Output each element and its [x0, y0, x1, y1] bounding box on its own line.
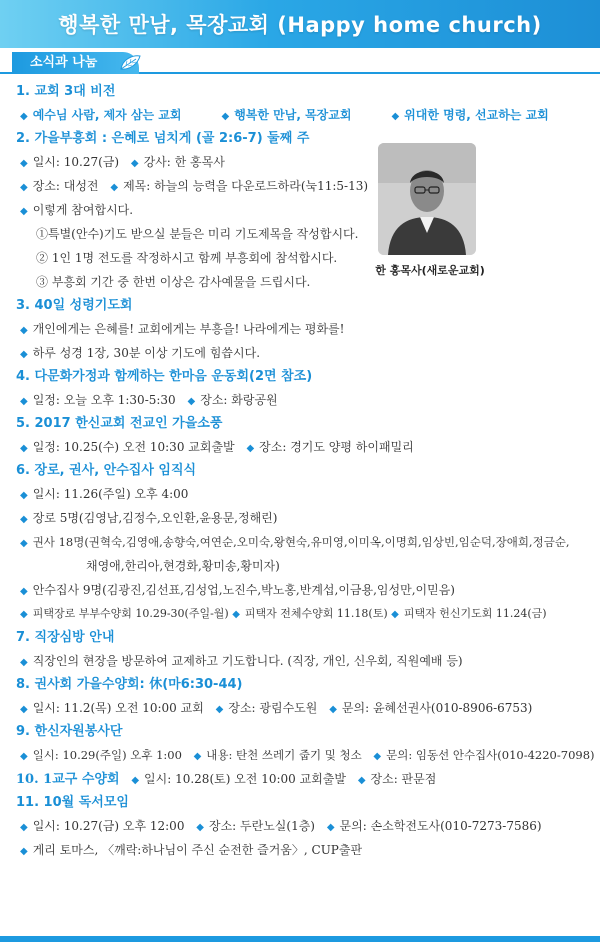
diamond-icon: ◆	[329, 704, 337, 715]
diamond-icon: ◆	[130, 158, 139, 169]
section-heading: 5. 2017 한신교회 전교인 가을소풍	[16, 416, 223, 431]
section-heading: 6. 장로, 권사, 안수집사 임직식	[16, 463, 197, 478]
prayer-motto: 개인에게는 은혜를! 교회에게는 부흥을! 나라에게는 평화를!	[32, 322, 345, 336]
list-item-continued: 채영애,한리아,현경화,황미송,황미자)	[86, 559, 280, 573]
diamond-icon: ◆	[20, 846, 28, 857]
section-heading: 3. 40일 성령기도회	[16, 298, 133, 313]
diamond-icon: ◆	[193, 751, 202, 762]
retreat-couples: 피택장로 부부수양회 10.29-30(주일-월)	[32, 607, 229, 620]
sub-item: ③ 부흥회 기간 중 한번 이상은 감사예물을 드립시다.	[36, 275, 311, 289]
diamond-icon: ◆	[391, 609, 399, 620]
list-item	[16, 838, 586, 862]
list-item	[16, 602, 586, 626]
list-item	[16, 743, 595, 767]
diamond-icon: ◆	[20, 443, 28, 454]
diamond-icon: ◆	[20, 396, 28, 407]
retreat-time: 일시: 11.2(목) 오전 10:00 교회	[32, 701, 204, 715]
list-item	[16, 174, 586, 198]
section-heading: 4. 다문화가정과 함께하는 한마음 운동회(2면 참조)	[16, 369, 313, 384]
sub-item: ①특별(안수)기도 받으실 분들은 미리 기도제목을 작성합시다.	[36, 227, 359, 241]
picnic-place: 장소: 경기도 양평 하이패밀리	[259, 440, 414, 454]
retreat-place: 장소: 광림수도원	[228, 701, 318, 715]
vision-row	[16, 103, 586, 127]
list-item	[16, 388, 586, 412]
list-item	[16, 696, 586, 720]
dedication-prayer: 피택자 헌신기도회 11.24(금)	[403, 607, 547, 620]
section-heading: 2. 가을부흥회 : 은혜로 넘치게 (골 2:6-7) 둘째 주	[16, 131, 310, 146]
diamond-icon: ◆	[20, 158, 28, 169]
picnic-time: 일정: 10.25(수) 오전 10:30 교회출발	[32, 440, 235, 454]
diamond-icon: ◆	[20, 704, 28, 715]
diamond-icon: ◆	[110, 182, 119, 193]
retreat-all: 피택자 전체수양회 11.18(토)	[244, 607, 388, 620]
participation-intro: 이렇게 참여합시다.	[32, 203, 134, 217]
diamond-icon: ◆	[20, 822, 28, 833]
list-item	[16, 341, 586, 365]
diamond-icon: ◆	[20, 206, 28, 217]
book-club-place: 장소: 두란노실(1층)	[208, 819, 315, 833]
list-item	[16, 814, 586, 838]
list-item	[16, 198, 586, 222]
diamond-icon: ◆	[20, 538, 28, 549]
diamond-icon: ◆	[20, 609, 28, 620]
diamond-icon: ◆	[215, 704, 224, 715]
section-heading: 8. 권사회 가을수양회: 休(마6:30-44)	[16, 677, 243, 692]
book-title: 게리 토마스, 〈깨락:하나님이 주신 순전한 즐거움〉, CUP출판	[32, 843, 363, 857]
vision-item: 예수님 사람, 제자 삼는 교회	[32, 108, 182, 122]
book-club-contact: 문의: 손소학전도사(010-7273-7586)	[339, 819, 542, 833]
diamond-icon: ◆	[20, 182, 28, 193]
revival-topic: 제목: 하늘의 능력을 다운로드하라(눅11:5-13)	[123, 179, 369, 193]
section-heading: 10. 1교구 수양회	[16, 772, 120, 787]
diamond-icon: ◆	[246, 443, 255, 454]
book-club-time: 일시: 10.27(금) 오후 12:00	[32, 819, 185, 833]
leaf-icon	[118, 54, 142, 72]
list-item	[16, 435, 586, 459]
diamond-icon: ◆	[373, 751, 382, 762]
list-item	[16, 482, 586, 506]
ordination-date: 일시: 11.26(주일) 오후 4:00	[32, 487, 189, 501]
elder-list: 장로 5명(김영남,김정수,오인환,윤용문,정해린)	[32, 511, 278, 525]
section-heading: 11. 10월 독서모임	[16, 795, 129, 810]
district-retreat-place: 장소: 판문점	[370, 772, 437, 786]
vision-item: 행복한 만남, 목장교회	[234, 108, 352, 122]
district-retreat-time: 일시: 10.28(토) 오전 10:00 교회출발	[144, 772, 346, 786]
list-item	[16, 578, 586, 602]
revival-place: 장소: 대성전	[32, 179, 99, 193]
event-place: 장소: 화랑공원	[200, 393, 278, 407]
diamond-icon: ◆	[187, 396, 196, 407]
section-heading: 7. 직장심방 안내	[16, 630, 115, 645]
diamond-icon: ◆	[20, 514, 28, 525]
diamond-icon: ◆	[20, 751, 28, 762]
diamond-icon: ◆	[20, 657, 28, 668]
section-tab-bar	[0, 52, 600, 74]
diamond-icon: ◆	[20, 325, 28, 336]
news-content	[16, 80, 595, 862]
list-item	[16, 150, 586, 174]
diamond-icon: ◆	[232, 609, 240, 620]
diamond-icon: ◆	[196, 822, 204, 833]
deacon-list: 안수집사 9명(김광진,김선표,김성업,노진수,박노홍,반계섭,이금용,임성만,이믿음)	[32, 583, 455, 597]
volunteer-contact: 문의: 임동선 안수집사(010-4220-7098)	[386, 748, 595, 762]
list-item	[16, 530, 586, 554]
diamond-icon: ◆	[20, 349, 28, 360]
revival-speaker: 강사: 한 홍목사	[143, 155, 225, 169]
diamond-icon: ◆	[357, 775, 366, 786]
pastor-caption: 한 홍목사(새로운교회)	[375, 264, 485, 277]
diamond-icon: ◆	[131, 775, 140, 786]
section-heading: 9. 한신자원봉사단	[16, 724, 123, 739]
visitation-info: 직장인의 현장을 방문하여 교제하고 기도합니다. (직장, 개인, 신우회, 직원예배 등)	[32, 654, 463, 668]
footer-bar	[0, 936, 600, 942]
sub-item: ② 1인 1명 전도를 작정하시고 함께 부흥회에 참석합시다.	[36, 251, 338, 265]
diamond-icon: ◆	[221, 111, 230, 122]
revival-date: 일시: 10.27(금)	[32, 155, 120, 169]
prayer-guide: 하루 성경 1장, 30분 이상 기도에 힘씁시다.	[32, 346, 261, 360]
diamond-icon: ◆	[326, 822, 335, 833]
volunteer-time: 일시: 10.29(주일) 오후 1:00	[32, 748, 182, 762]
list-item	[16, 317, 586, 341]
list-item	[16, 767, 586, 791]
list-item	[16, 649, 586, 673]
volunteer-task: 내용: 탄천 쓰레기 줍기 및 청소	[206, 748, 362, 762]
church-title: 행복한 만남, 목장교회 (Happy home church)	[58, 13, 542, 37]
event-time: 일정: 오늘 오후 1:30-5:30	[32, 393, 176, 407]
diamond-icon: ◆	[20, 490, 28, 501]
list-item	[16, 506, 586, 530]
section-heading: 1. 교회 3대 비전	[16, 84, 116, 99]
diamond-icon: ◆	[20, 111, 28, 122]
news-tab: 소식과 나눔	[12, 52, 139, 74]
vision-item: 위대한 명령, 선교하는 교회	[404, 108, 549, 122]
header-banner	[0, 0, 600, 48]
diamond-icon: ◆	[391, 111, 400, 122]
deaconess-list: 권사 18명(권혁숙,김영애,송향숙,여연순,오미숙,왕현숙,유미영,이미옥,이명희,임상빈,임순덕,장애희,정금순,	[32, 535, 570, 549]
diamond-icon: ◆	[20, 586, 28, 597]
retreat-contact: 문의: 윤혜선권사(010-8906-6753)	[341, 701, 533, 715]
